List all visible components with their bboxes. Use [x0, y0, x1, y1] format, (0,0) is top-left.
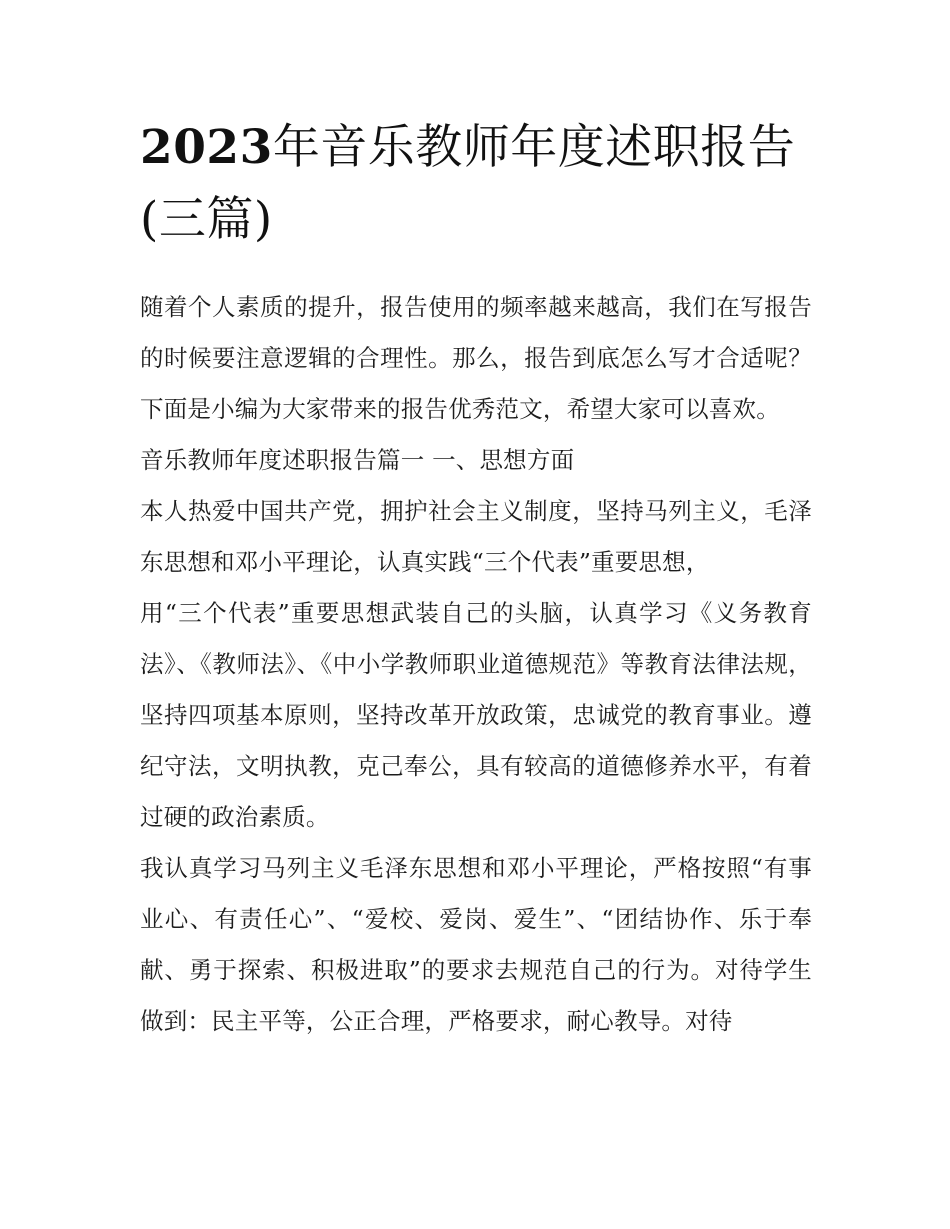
body-paragraph: 我认真学习马列主义毛泽东思想和邓小平理论，严格按照“有事业心、有责任心”、“爱校、爱岗、爱生”、“团结协作、乐于奉献、勇于探索、积极进取”的要求去规范自己的行为。对待学生做到：民主平等，公正合理，严格要求，耐心教导。对待: [140, 854, 812, 1035]
intro-paragraph: 随着个人素质的提升，报告使用的频率越来越高，我们在写报告的时候要注意逻辑的合理性。那么，报告到底怎么写才合适呢？下面是小编为大家带来的报告优秀范文，希望大家可以喜欢。: [140, 293, 812, 423]
body-paragraph: 用“三个代表”重要思想武装自己的头脑，认真学习《义务教育法》、《教师法》、《中小学教师职业道德规范》等教育法律法规，坚持四项基本原则，坚持改革开放政策，忠诚党的教育事业。遵纪守法，文明执教，克己奉公，具有较高的道德修养水平，有着过硬的政治素质。: [140, 599, 812, 831]
title-year: 2023: [140, 120, 273, 175]
body-paragraph: 本人热爱中国共产党，拥护社会主义制度，坚持马列主义，毛泽东思想和邓小平理论，认真实践“三个代表”重要思想，: [140, 497, 812, 576]
title-text: 年音乐教师年度述职报告(三篇): [140, 120, 796, 247]
document-body: [140, 282, 812, 1047]
document-title: [140, 112, 812, 256]
document-content: [140, 112, 812, 1047]
section-heading: 音乐教师年度述职报告篇一 一、思想方面: [140, 446, 575, 474]
